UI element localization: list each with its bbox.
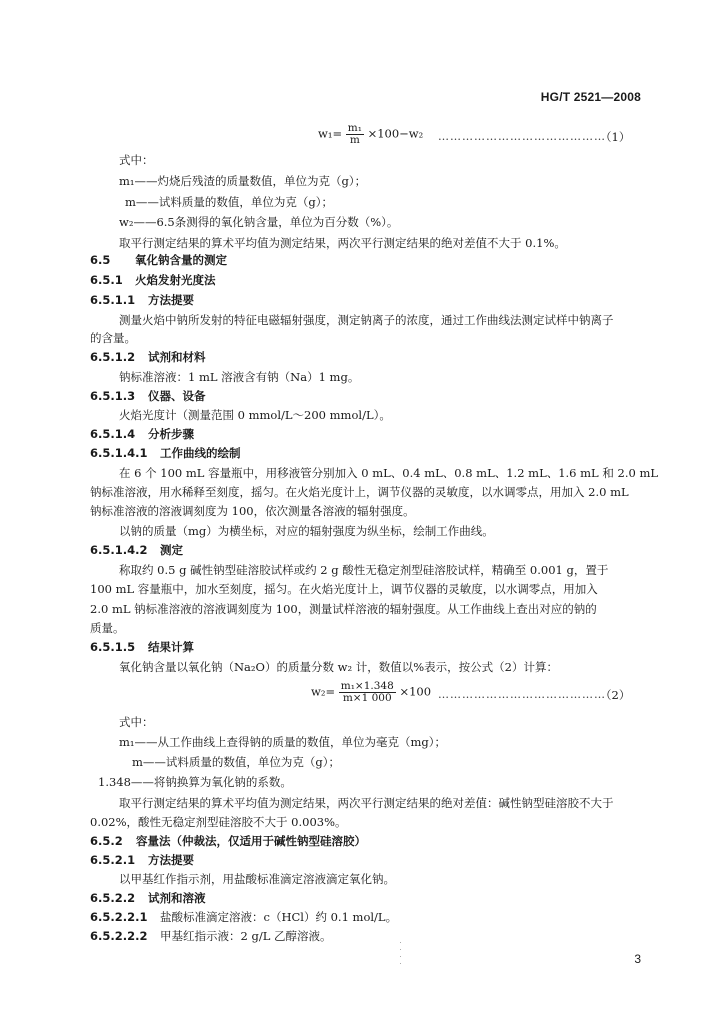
- formula-1-label: （1）: [600, 130, 631, 144]
- section-6-5-1-1-heading: [90, 293, 194, 307]
- result-note-2-line-1: 取平行测定结果的算术平均值为测定结果，两次平行测定结果的绝对差值：碱性钠型硅溶胶不大于: [119, 796, 614, 810]
- paragraph-6-5-1-2: 钠标准溶液：1 mL 溶液含有钠（Na）1 mg。: [119, 370, 360, 384]
- formula-2-numerator: m₁×1.348: [340, 680, 394, 692]
- formula-1-numerator: m₁: [347, 122, 362, 134]
- formula-1: [318, 123, 423, 146]
- section-6-5-2-heading: [90, 834, 366, 848]
- section-6-5-title: 氧化钠含量的测定: [135, 253, 227, 267]
- paragraph-6-5-1-4-2-line-4: 质量。: [90, 621, 125, 635]
- formula-1-denominator: m: [349, 134, 360, 146]
- section-6-5-1-4-2-title: 测定: [160, 543, 183, 557]
- result-note-1: 取平行测定结果的算术平均值为测定结果，两次平行测定结果的绝对差值不大于 0.1%。: [119, 236, 566, 250]
- paragraph-6-5-1-4-1-line-2: 钠标准溶液，用水稀释至刻度，摇匀。在火焰光度计上，调节仪器的灵敏度，以水调零点，用加入 2.0 mL: [90, 485, 629, 499]
- paragraph-6-5-1-4-2-line-3: 2.0 mL 钠标准溶液的溶液调刻度为 100，测量试样溶液的辐射强度。从工作曲线上查出对应的钠的: [90, 602, 597, 616]
- formula-2-rest: ×100: [399, 684, 432, 699]
- item-6-5-2-2-1: [90, 910, 397, 924]
- scan-specks: [398, 942, 402, 1012]
- section-6-5-1-4-heading: [90, 427, 194, 441]
- section-6-5-1-4-1-title: 工作曲线的绘制: [160, 446, 241, 460]
- item-6-5-2-2-1-text: 盐酸标准滴定溶液：c（HCl）约 0.1 mol/L。: [160, 910, 398, 924]
- section-6-5-1-number: 6.5.1: [90, 273, 123, 287]
- section-6-5-2-1-number: 6.5.2.1: [90, 853, 136, 867]
- formula-1-leader-dots: ……………………………………: [438, 130, 606, 143]
- section-6-5-1-4-title: 分析步骤: [148, 427, 194, 441]
- formula-2-denominator: m×1 000: [342, 692, 392, 704]
- formula-2-label: （2）: [600, 688, 631, 702]
- paragraph-6-5-1-4-2-line-2: 100 mL 容量瓶中，加水至刻度，摇匀。在火焰光度计上，调节仪器的灵敏度，以水调零点，用加入: [90, 582, 598, 596]
- section-6-5-1-4-1-heading: [90, 446, 241, 460]
- formula-1-fraction: [346, 123, 364, 146]
- paragraph-6-5-1-1-line-1: 测量火焰中钠所发射的特征电磁辐射强度，测定钠离子的浓度，通过工作曲线法测定试样中钠离子: [119, 313, 614, 327]
- section-6-5-1-4-1-number: 6.5.1.4.1: [90, 446, 148, 460]
- formula-1-lhs: w₁=: [318, 126, 343, 141]
- paragraph-6-5-1-4-2-line-1: 称取约 0.5 g 碱性钠型硅溶胶试样或约 2 g 酸性无稳定剂型硅溶胶试样，精确至 0.001 g，置于: [119, 563, 609, 577]
- item-6-5-2-2-2: [90, 929, 332, 943]
- var-m-def-1: m——试料质量的数值，单位为克（g）；: [125, 195, 334, 209]
- formula-2-leader-dots: ……………………………………: [438, 688, 606, 701]
- section-6-5-1-4-2-number: 6.5.1.4.2: [90, 543, 148, 557]
- formula-2: [311, 681, 431, 704]
- section-6-5-1-4-2-heading: [90, 543, 183, 557]
- formula-2-lhs: w₂=: [311, 684, 336, 699]
- document-code: HG/T 2521—2008: [540, 90, 641, 104]
- result-note-2-line-2: 0.02%，酸性无稳定剂型硅溶胶不大于 0.003%。: [90, 815, 347, 829]
- paragraph-6-5-1-4-1-line-3: 钠标准溶液的溶液调刻度为 100，依次测量各溶液的辐射强度。: [90, 504, 415, 518]
- paragraph-6-5-1-1-line-2: 的含量。: [90, 331, 136, 345]
- section-6-5-2-2-heading: [90, 891, 206, 905]
- formula-2-fraction: [339, 681, 396, 704]
- section-6-5-heading: [90, 253, 227, 267]
- section-6-5-1-3-number: 6.5.1.3: [90, 389, 136, 403]
- section-6-5-1-2-heading: [90, 350, 206, 364]
- section-6-5-1-heading: [90, 273, 216, 287]
- section-6-5-1-5-number: 6.5.1.5: [90, 640, 136, 654]
- var-m1-def-1: m₁——灼烧后残渣的质量数值，单位为克（g）；: [119, 174, 367, 188]
- formula-1-rest: ×100−w₂: [367, 126, 424, 141]
- section-6-5-1-2-number: 6.5.1.2: [90, 350, 136, 364]
- page-number: 3: [634, 952, 641, 966]
- section-6-5-2-number: 6.5.2: [90, 834, 123, 848]
- paragraph-6-5-1-5: 氧化钠含量以氧化钠（Na₂O）的质量分数 w₂ 计，数值以%表示，按公式（2）计算：: [119, 660, 558, 674]
- where-label-2: 式中：: [119, 715, 154, 729]
- section-6-5-1-5-title: 结果计算: [148, 640, 194, 654]
- section-6-5-1-3-heading: [90, 389, 206, 403]
- section-6-5-number: 6.5: [90, 253, 111, 267]
- var-m1-def-2: m₁——从工作曲线上查得钠的质量的数值，单位为毫克（mg）；: [119, 735, 447, 749]
- paragraph-6-5-1-3: 火焰光度计（测量范围 0 mmol/L～200 mmol/L）。: [119, 408, 391, 422]
- section-6-5-1-2-title: 试剂和材料: [148, 350, 206, 364]
- section-6-5-2-1-title: 方法提要: [148, 853, 194, 867]
- paragraph-6-5-1-4-1-line-4: 以钠的质量（mg）为横坐标，对应的辐射强度为纵坐标，绘制工作曲线。: [119, 524, 494, 538]
- section-6-5-1-1-title: 方法提要: [148, 293, 194, 307]
- section-6-5-1-1-number: 6.5.1.1: [90, 293, 136, 307]
- item-6-5-2-2-1-number: 6.5.2.2.1: [90, 910, 148, 924]
- paragraph-6-5-1-4-1-line-1: 在 6 个 100 mL 容量瓶中，用移液管分别加入 0 mL、0.4 mL、0.8 mL、1.2 mL、1.6 mL 和 2.0 mL: [119, 466, 658, 480]
- coefficient-def: 1.348——将钠换算为氧化钠的系数。: [98, 775, 292, 789]
- section-6-5-2-title: 容量法（仲裁法，仅适用于碱性钠型硅溶胶）: [136, 834, 366, 848]
- var-m-def-2: m——试料质量的数值，单位为克（g）；: [132, 755, 341, 769]
- section-6-5-1-4-number: 6.5.1.4: [90, 427, 136, 441]
- where-label-1: 式中：: [119, 153, 154, 167]
- section-6-5-2-2-number: 6.5.2.2: [90, 891, 136, 905]
- item-6-5-2-2-2-text: 甲基红指示液：2 g/L 乙醇溶液。: [160, 929, 332, 943]
- section-6-5-1-title: 火焰发射光度法: [135, 273, 216, 287]
- section-6-5-2-1-heading: [90, 853, 194, 867]
- section-6-5-2-2-title: 试剂和溶液: [148, 891, 206, 905]
- item-6-5-2-2-2-number: 6.5.2.2.2: [90, 929, 148, 943]
- paragraph-6-5-2-1: 以甲基红作指示剂，用盐酸标准滴定溶液滴定氧化钠。: [119, 872, 395, 886]
- var-w2-def: w₂——6.5条测得的氧化钠含量，单位为百分数（%）。: [119, 215, 399, 229]
- section-6-5-1-5-heading: [90, 640, 194, 654]
- section-6-5-1-3-title: 仪器、设备: [148, 389, 206, 403]
